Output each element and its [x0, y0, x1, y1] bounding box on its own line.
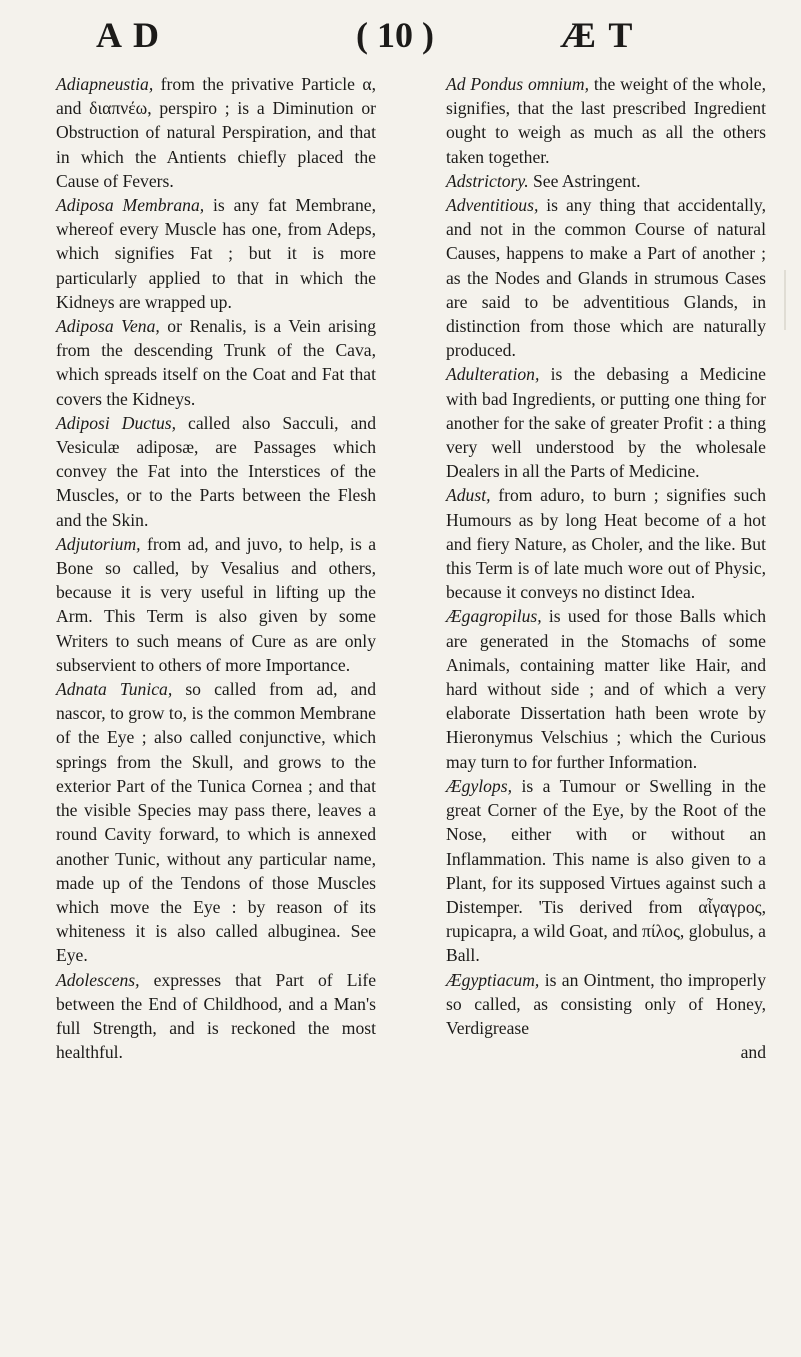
entry-text: called also Sacculi, and Vesiculæ adiposæ, are Passages which convey the Fat into the Interstices of the Muscles, or to the Parts between the Flesh and the Skin. — [56, 412, 376, 530]
right-column — [446, 72, 766, 1064]
entry-text: is an Ointment, tho improperly so called, as consisting only of Honey, Verdigrease — [446, 969, 766, 1038]
page-edge-mark — [784, 270, 786, 330]
dictionary-entry — [446, 483, 766, 604]
entry-term: Adstrictory. — [446, 170, 529, 191]
entry-term: Adjutorium, — [56, 533, 141, 554]
entry-term: Ægagropilus, — [446, 606, 542, 627]
entry-text: or Renalis, is a Vein arising from the descending Trunk of the Cava, which spreads itself on the Coat and Fat that covers the Kidneys. — [56, 316, 377, 409]
dictionary-entry — [56, 314, 376, 411]
dictionary-entry — [446, 362, 766, 483]
entry-text: the weight of the whole, signifies, that the last prescribed Ingredient ought to weigh as much as all the others taken together. — [446, 74, 766, 167]
entry-term: Adiposa Membrana, — [56, 195, 205, 216]
page-number: ( 10 ) — [356, 15, 434, 55]
dictionary-entry — [446, 193, 766, 362]
entry-text: is used for those Balls which are generated in the Stomachs of some Animals, containing matter like Hair, and hard without side ; and of which a very elaborate Dissertation hath been wrote by Hieronymus Velschius ; which the Curious may turn to for further Information. — [446, 606, 766, 772]
header-left: A D — [96, 15, 162, 55]
entry-text: is a Tumour or Swelling in the great Corner of the Eye, by the Root of the Nose, either with or without an Inflammation. This name is also given to a Plant, for its supposed Virtues against such a Distemper. 'Tis derived from αἶγαγρος, rupicapra, a wild Goat, and πίλος, globulus, a Ball. — [446, 775, 766, 966]
dictionary-entry — [56, 411, 376, 532]
entry-term: Adust, — [446, 485, 491, 506]
entry-term: Adiposi Ductus, — [56, 412, 177, 433]
entry-text: expresses that Part of Life between the End of Childhood, and a Man's full Strength, and is reckoned the most healthful. — [56, 969, 376, 1063]
entry-term: Adulteration, — [446, 364, 540, 385]
dictionary-entry — [446, 169, 766, 193]
entry-text: is any fat Membrane, whereof every Muscle has one, from Adeps, which signifies Fat ; but it is more particularly applied to that in which the Kidneys are wrapped up. — [56, 195, 376, 312]
catchword: and — [740, 1042, 766, 1063]
entry-text: so called from ad, and nascor, to grow to, is the common Membrane of the Eye ; also called conjunctive, which springs from the Skull, and grows to the exterior Part of the Tunica Cornea ; and that the visible Species may pass there, leaves a round Cavity forward, to which is annexed another Tunic, without any particular name, made up of the Tendons of those Muscles which move the Eye : by reason of its whiteness it is also called albuginea. See Eye. — [56, 679, 376, 966]
entry-text: from ad, and juvo, to help, is a Bone so called, by Vesalius and others, because it is very useful in lifting up the Arm. This Term is also given by some Writers to such means of Cure as are only subservient to others of more Importance. — [56, 533, 376, 675]
dictionary-entry — [446, 604, 766, 773]
header-right: Æ T — [560, 15, 635, 55]
dictionary-entry — [56, 968, 376, 1065]
dictionary-entry — [56, 193, 376, 314]
entry-term: Ad Pondus omnium, — [446, 74, 590, 94]
dictionary-entry — [56, 72, 376, 193]
entry-term: Adventitious, — [446, 195, 539, 216]
dictionary-entry — [446, 774, 766, 968]
entry-text: See Astringent. — [528, 170, 641, 191]
entry-text: is the debasing a Medicine with bad Ingredients, or putting one thing for another for the sake of greater Profit : a thing very well understood by the wholesale Dealers in all the Parts of Medicine. — [446, 364, 766, 482]
entry-text: from aduro, to burn ; signifies such Humours as by long Heat become of a hot and fiery Nature, as Choler, and the like. But this Term is of late much wore out of Physic, because it conveys no distinct Idea. — [446, 485, 766, 603]
entry-term: Adnata Tunica, — [56, 679, 173, 700]
entry-text: from the privative Particle α, and διαπνέω, perspiro ; is a Diminution or Obstruction of natural Perspiration, and that in which the Antients chiefly placed the Cause of Fevers. — [56, 74, 376, 191]
dictionary-entry — [446, 72, 766, 169]
dictionary-entry — [56, 677, 376, 967]
dictionary-entry — [56, 532, 376, 677]
entry-term: Adiposa Vena, — [56, 316, 160, 337]
entry-term: Adiapneustia, — [56, 74, 154, 94]
entry-term: Adolescens, — [56, 969, 140, 990]
dictionary-entry — [446, 968, 766, 1041]
entry-text: is any thing that accidentally, and not in the common Course of natural Causes, happens to make a Part of another ; as the Nodes and Glands in strumous Cases are said to be adventitious Glands, in distinction from those which are naturally produced. — [446, 195, 766, 361]
entry-term: Ægyptiacum, — [446, 969, 540, 990]
left-column — [56, 72, 376, 1064]
running-header — [0, 0, 801, 70]
entry-term: Ægylops, — [446, 775, 512, 796]
